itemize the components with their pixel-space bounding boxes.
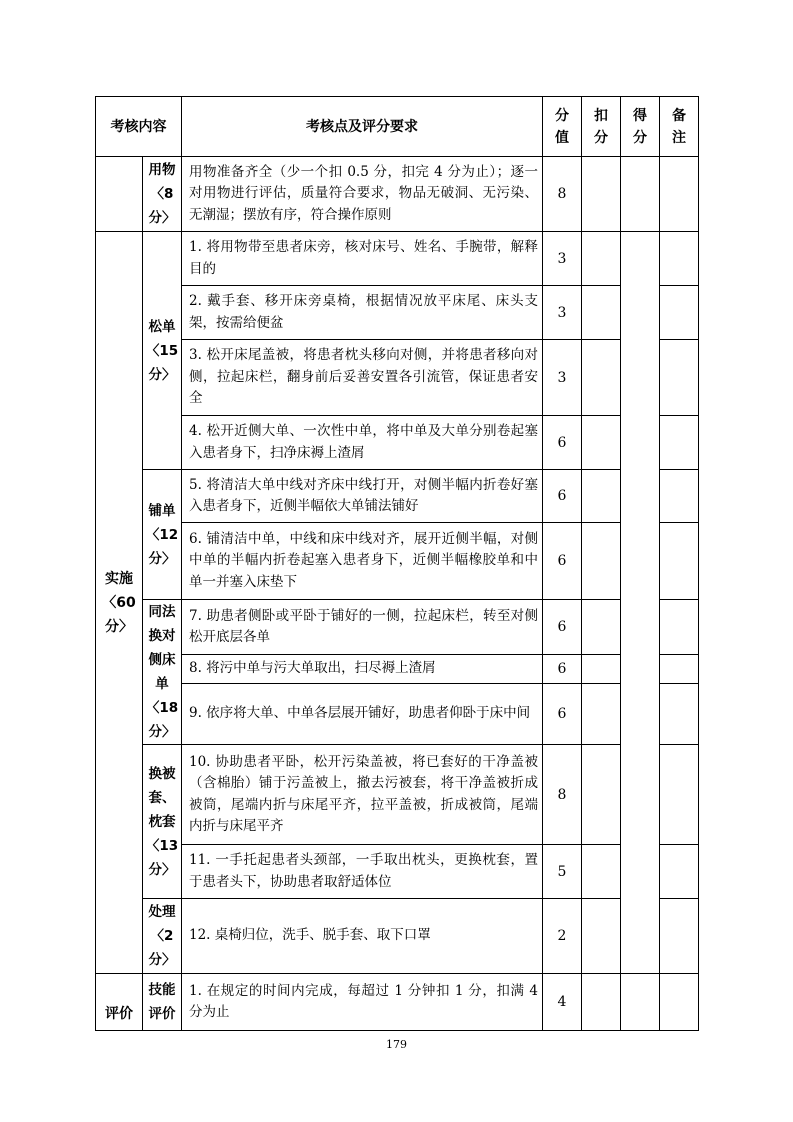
requirement-text: 9. 依序将大单、中单各层展开铺好，助患者仰卧于床中间 bbox=[182, 683, 543, 744]
requirement-text: 12. 桌椅归位，洗手、脱手套、取下口罩 bbox=[182, 899, 543, 974]
deduct-cell bbox=[582, 683, 621, 744]
requirement-text: 10. 协助患者平卧，松开污染盖被，将已套好的干净盖被（含棉胎）铺于污盖被上，撤去污被套，将干净盖被折成被筒，尾端内折与床尾平齐，拉平盖被，折成被筒，尾端内折与床尾平齐 bbox=[182, 745, 543, 845]
score-value: 6 bbox=[543, 470, 582, 523]
requirement-text: 7. 助患者侧卧或平卧于铺好的一侧，拉起床栏，转至对侧松开底层各单 bbox=[182, 600, 543, 655]
table-row bbox=[96, 899, 699, 974]
got-cell bbox=[621, 974, 660, 1031]
deduct-cell bbox=[582, 745, 621, 845]
note-cell bbox=[660, 745, 699, 845]
deduct-cell bbox=[582, 845, 621, 899]
score-value: 4 bbox=[543, 974, 582, 1031]
note-cell bbox=[660, 899, 699, 974]
deduct-cell bbox=[582, 655, 621, 684]
score-value: 6 bbox=[543, 683, 582, 744]
deduct-cell bbox=[582, 470, 621, 523]
table-row bbox=[96, 232, 699, 286]
requirement-text: 5. 将清洁大单中线对齐床中线打开，对侧半幅内折卷好塞入患者身下，近侧半幅依大单铺法铺好 bbox=[182, 470, 543, 523]
note-cell bbox=[660, 232, 699, 286]
header-note: 备 注 bbox=[660, 97, 699, 157]
score-value: 6 bbox=[543, 655, 582, 684]
note-cell bbox=[660, 600, 699, 655]
note-cell bbox=[660, 523, 699, 600]
note-cell bbox=[660, 655, 699, 684]
header-row bbox=[96, 97, 699, 157]
deduct-cell bbox=[582, 286, 621, 340]
requirement-text: 用物准备齐全（少一个扣 0.5 分，扣完 4 分为止）；逐一对用物进行评估，质量符合要求，物品无破洞、无污染、无潮湿；摆放有序，符合操作原则 bbox=[182, 157, 543, 232]
subcategory-change-cover: 换被 套、 枕套 〈13 分〉 bbox=[143, 745, 182, 899]
score-value: 3 bbox=[543, 232, 582, 286]
deduct-cell bbox=[582, 974, 621, 1031]
score-value: 5 bbox=[543, 845, 582, 899]
table-row bbox=[96, 157, 699, 232]
note-cell bbox=[660, 416, 699, 470]
table-row bbox=[96, 845, 699, 899]
category-evaluate: 评价 bbox=[96, 974, 143, 1031]
deduct-cell bbox=[582, 899, 621, 974]
note-cell bbox=[660, 286, 699, 340]
requirement-text: 6. 铺清洁中单，中线和床中线对齐，展开近侧半幅，对侧中单的半幅内折卷起塞入患者身下，近侧半幅橡胶单和中单一并塞入床垫下 bbox=[182, 523, 543, 600]
header-points: 考核点及评分要求 bbox=[182, 97, 543, 157]
note-cell bbox=[660, 845, 699, 899]
table-row bbox=[96, 655, 699, 684]
score-value: 8 bbox=[543, 157, 582, 232]
header-got: 得 分 bbox=[621, 97, 660, 157]
score-value: 3 bbox=[543, 286, 582, 340]
requirement-text: 8. 将污中单与污大单取出，扫尽褥上渣屑 bbox=[182, 655, 543, 684]
assessment-table bbox=[95, 96, 699, 1031]
deduct-cell bbox=[582, 340, 621, 416]
note-cell bbox=[660, 974, 699, 1031]
requirement-text: 1. 将用物带至患者床旁，核对床号、姓名、手腕带，解释目的 bbox=[182, 232, 543, 286]
table-row bbox=[96, 416, 699, 470]
table-row bbox=[96, 600, 699, 655]
deduct-cell bbox=[582, 416, 621, 470]
note-cell bbox=[660, 470, 699, 523]
requirement-text: 1. 在规定的时间内完成，每超过 1 分钟扣 1 分，扣满 4 分为止 bbox=[182, 974, 543, 1031]
score-value: 6 bbox=[543, 523, 582, 600]
score-value: 8 bbox=[543, 745, 582, 845]
requirement-text: 2. 戴手套、移开床旁桌椅，根据情况放平床尾、床头支架，按需给便盆 bbox=[182, 286, 543, 340]
header-content: 考核内容 bbox=[96, 97, 182, 157]
table-row bbox=[96, 745, 699, 845]
subcategory-materials: 用物 〈8 分〉 bbox=[143, 157, 182, 232]
table-row bbox=[96, 286, 699, 340]
subcategory-spread: 铺单 〈12 分〉 bbox=[143, 470, 182, 600]
empty-cell bbox=[96, 157, 143, 232]
note-cell bbox=[660, 340, 699, 416]
score-value: 3 bbox=[543, 340, 582, 416]
table-row bbox=[96, 683, 699, 744]
subcategory-handle: 处理 〈2 分〉 bbox=[143, 899, 182, 974]
requirement-text: 11. 一手托起患者头颈部，一手取出枕头，更换枕套，置于患者头下，协助患者取舒适体位 bbox=[182, 845, 543, 899]
subcategory-skill: 技能 评价 bbox=[143, 974, 182, 1031]
deduct-cell bbox=[582, 157, 621, 232]
header-score: 分 值 bbox=[543, 97, 582, 157]
note-cell bbox=[660, 683, 699, 744]
header-deduct: 扣 分 bbox=[582, 97, 621, 157]
deduct-cell bbox=[582, 232, 621, 286]
note-cell bbox=[660, 157, 699, 232]
table-row bbox=[96, 974, 699, 1031]
table-row bbox=[96, 340, 699, 416]
got-cell bbox=[621, 232, 660, 974]
deduct-cell bbox=[582, 523, 621, 600]
score-value: 6 bbox=[543, 600, 582, 655]
table-row bbox=[96, 470, 699, 523]
requirement-text: 4. 松开近侧大单、一次性中单，将中单及大单分别卷起塞入患者身下，扫净床褥上渣屑 bbox=[182, 416, 543, 470]
subcategory-same-method: 同法 换对 侧床 单 〈18 分〉 bbox=[143, 600, 182, 745]
score-value: 6 bbox=[543, 416, 582, 470]
requirement-text: 3. 松开床尾盖被，将患者枕头移向对侧，并将患者移向对侧，拉起床栏，翻身前后妥善安置各引流管，保证患者安全 bbox=[182, 340, 543, 416]
subcategory-loosen: 松单 〈15 分〉 bbox=[143, 232, 182, 470]
got-cell bbox=[621, 157, 660, 232]
table-row bbox=[96, 523, 699, 600]
category-implement: 实施 〈60 分〉 bbox=[96, 232, 143, 974]
page-number: 179 bbox=[386, 1038, 407, 1051]
score-value: 2 bbox=[543, 899, 582, 974]
deduct-cell bbox=[582, 600, 621, 655]
